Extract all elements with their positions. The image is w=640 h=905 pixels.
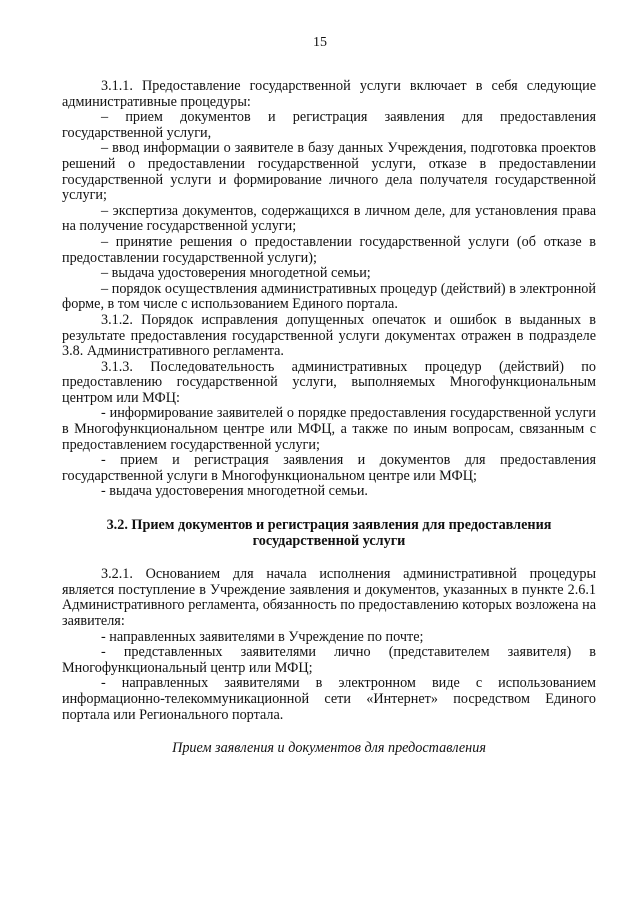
list-item-by-mail: - направленных заявителями в Учреждение по почте; [101, 628, 424, 645]
list-item-in-person: - представленных заявителями лично (представителем заявителя) в Многофункциональный центр или МФЦ; [62, 644, 596, 676]
list-item-issuance: – выдача удостоверения многодетной семьи; [101, 265, 371, 282]
list-item-reception: – прием документов и регистрация заявления для предоставления государственной услуги, [62, 109, 596, 141]
list-item-expertise: – экспертиза документов, содержащихся в личном деле, для установления права на получение государственной услуги; [62, 202, 596, 235]
paragraph-3-2-1: 3.2.1. Основанием для начала исполнения административной процедуры является поступление в Учреждение заявления и документов, указанных в пункте 2.6.1 Административного регламента, обязанность по предоставлению которых возложена на заявителя: [62, 566, 596, 629]
section-heading-3-2: 3.2. Прием документов и регистрация заявления для предоставления государственной услуги [106, 517, 552, 549]
paragraph-3-1-1: 3.1.1. Предоставление государственной услуги включает в себя следующие административные процедуры: [62, 78, 596, 110]
list-item-decision: – принятие решения о предоставлении государственной услуги (об отказе в предоставлении государственной услуги); [62, 233, 596, 266]
page-number: 15 [313, 35, 327, 50]
list-item-data-entry: – ввод информации о заявителе в базу данных Учреждения, подготовка проектов решений о предоставлении государственной услуги, отказе в предоставлении государственной услуги и формирование личного дела получателя государственной услуги; [62, 140, 596, 204]
paragraph-3-1-2: 3.1.2. Порядок исправления допущенных опечаток и ошибок в выданных в результате предоставления государственной услуги документах отражен в подразделе 3.8. Административного регламента. [62, 311, 596, 360]
list-item-mfc-issuance: - выдача удостоверения многодетной семьи. [101, 483, 368, 500]
list-item-electronic: – порядок осуществления административных процедур (действий) в электронной форме, в том числе с использованием Единого портала. [62, 280, 596, 313]
document-body [62, 79, 596, 757]
list-item-mfc-informing: - информирование заявителей о порядке предоставления государственной услуги в Многофункциональном центре или МФЦ, а также по иным вопросам, связанным с предоставлением государственной услуги; [62, 405, 596, 453]
list-item-electronic-portal: - направленных заявителями в электронном виде с использованием информационно-телекоммуникационной сети «Интернет» посредством Единого портала или Регионального портала. [62, 675, 596, 723]
subsection-heading: Прием заявления и документов для предоставления [172, 740, 486, 757]
list-item-mfc-reception: - прием и регистрация заявления и документов для предоставления государственной услуги в Многофункциональном центре или МФЦ; [62, 452, 596, 484]
paragraph-3-1-3: 3.1.3. Последовательность административных процедур (действий) по предоставлению государственной услуги, выполняемых Многофункциональным центром или МФЦ: [62, 358, 596, 406]
